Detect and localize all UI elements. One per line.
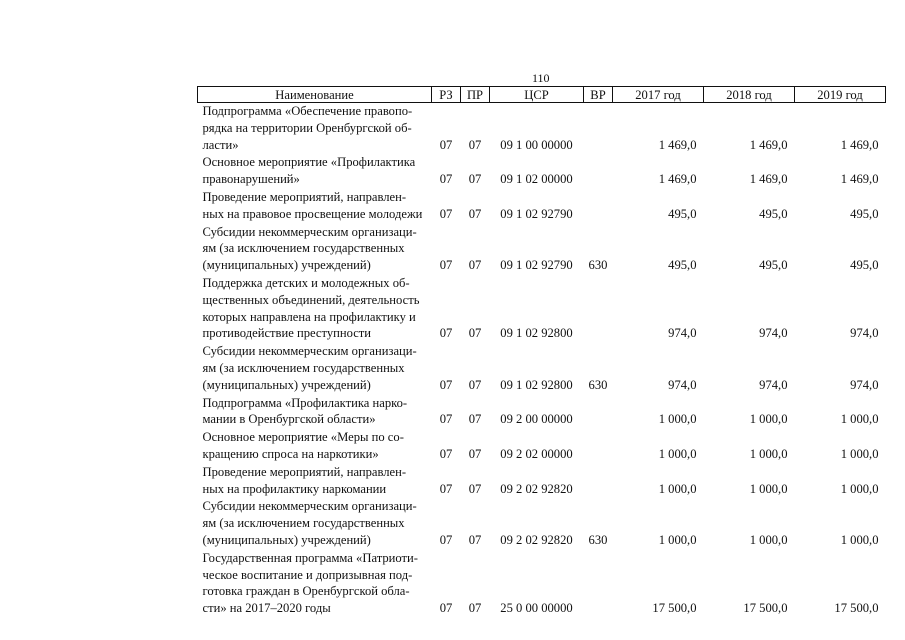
- header-name: Наименование: [198, 87, 432, 103]
- row-pr: 07: [468, 481, 482, 496]
- row-name: Подпрограмма «Обеспечение правопо- рядка на территории Оренбургской об- ласти»: [202, 104, 413, 152]
- row-pr: 07: [468, 206, 482, 221]
- row-name: Основное мероприятие «Меры по со- кращению спроса на наркотики»: [202, 430, 404, 461]
- header-2017: 2017 год: [613, 87, 704, 103]
- row-2018: 17 500,0: [743, 601, 788, 616]
- row-2017: 1 000,0: [658, 412, 697, 427]
- header-vr: ВР: [584, 87, 613, 103]
- row-name: Государственная программа «Патриоти- ческое воспитание и допризывная под- готовка граждан в Оренбургской обла- сти» на 2017–2020 годы: [202, 550, 418, 616]
- row-csr: 25 0 00 00000: [500, 601, 573, 616]
- row-2019: 974,0: [850, 326, 879, 341]
- row-2017: 17 500,0: [652, 601, 697, 616]
- header-2019: 2019 год: [795, 87, 886, 103]
- row-pr: 07: [468, 137, 482, 152]
- row-2018: 1 000,0: [749, 532, 788, 547]
- row-name: Субсидии некоммерческим организаци- ям (за исключением государственных (муниципальных) учреждений): [202, 499, 417, 547]
- row-csr: 09 1 02 92800: [500, 377, 573, 392]
- row-pr: 07: [468, 258, 482, 273]
- row-vr: 630: [588, 258, 608, 273]
- row-name: Субсидии некоммерческим организаци- ям (за исключением государственных (муниципальных) учреждений): [202, 344, 417, 392]
- row-csr: 09 1 02 00000: [500, 172, 573, 187]
- row-2017: 1 000,0: [658, 481, 697, 496]
- table-row: [198, 224, 886, 275]
- budget-table: [197, 86, 886, 618]
- table-row: [198, 154, 886, 189]
- row-name: Поддержка детских и молодежных об- щественных объединений, деятельность которых направлена на профилактику и противодействие преступности: [202, 275, 420, 341]
- row-rz: 07: [439, 137, 453, 152]
- row-rz: 07: [439, 377, 453, 392]
- header-2018: 2018 год: [704, 87, 795, 103]
- row-csr: 09 2 02 92820: [500, 481, 573, 496]
- row-rz: 07: [439, 412, 453, 427]
- header-csr: ЦСР: [490, 87, 584, 103]
- row-pr: 07: [468, 601, 482, 616]
- row-2018: 974,0: [759, 326, 788, 341]
- table-row: [198, 395, 886, 430]
- row-2018: 1 469,0: [749, 137, 788, 152]
- row-pr: 07: [468, 326, 482, 341]
- row-2018: 1 000,0: [749, 446, 788, 461]
- table-row: [198, 275, 886, 343]
- row-pr: 07: [468, 377, 482, 392]
- row-pr: 07: [468, 532, 482, 547]
- table-header-row: [198, 87, 886, 103]
- row-2017: 1 469,0: [658, 137, 697, 152]
- row-name: Проведение мероприятий, направлен- ных на профилактику наркомании: [202, 464, 407, 496]
- row-2019: 1 000,0: [840, 532, 879, 547]
- row-vr: 630: [588, 377, 608, 392]
- row-2017: 1 000,0: [658, 446, 697, 461]
- row-csr: 09 2 02 00000: [500, 446, 573, 461]
- row-csr: 09 1 02 92790: [500, 258, 573, 273]
- table-row: [198, 189, 886, 224]
- row-2019: 495,0: [850, 258, 879, 273]
- row-2019: 1 000,0: [840, 481, 879, 496]
- row-pr: 07: [468, 172, 482, 187]
- row-2018: 1 000,0: [749, 412, 788, 427]
- row-rz: 07: [439, 258, 453, 273]
- row-2019: 17 500,0: [834, 601, 879, 616]
- row-rz: 07: [439, 601, 453, 616]
- row-csr: 09 1 02 92800: [500, 326, 573, 341]
- row-2018: 1 000,0: [749, 481, 788, 496]
- row-2019: 974,0: [850, 377, 879, 392]
- row-csr: 09 2 02 92820: [500, 532, 573, 547]
- row-vr: [584, 103, 613, 155]
- row-2017: 1 000,0: [658, 532, 697, 547]
- row-2019: 1 000,0: [840, 412, 879, 427]
- page-number: 110: [532, 71, 550, 85]
- row-2017: 974,0: [668, 377, 697, 392]
- row-csr: 09 1 00 00000: [500, 137, 573, 152]
- table-row: [198, 429, 886, 464]
- row-pr: 07: [468, 412, 482, 427]
- table-row: [198, 464, 886, 499]
- row-2019: 1 469,0: [840, 137, 879, 152]
- row-vr: [584, 395, 613, 430]
- row-2019: 1 469,0: [840, 172, 879, 187]
- row-rz: 07: [439, 206, 453, 221]
- row-vr: [584, 550, 613, 618]
- row-vr: [584, 464, 613, 499]
- row-csr: 09 2 00 00000: [500, 412, 573, 427]
- row-rz: 07: [439, 481, 453, 496]
- row-2018: 495,0: [759, 258, 788, 273]
- row-2017: 495,0: [668, 206, 697, 221]
- row-vr: [584, 189, 613, 224]
- row-name: Субсидии некоммерческим организаци- ям (за исключением государственных (муниципальных) учреждений): [202, 224, 417, 273]
- row-2017: 495,0: [668, 258, 697, 273]
- row-csr: 09 1 02 92790: [500, 206, 573, 221]
- row-2018: 495,0: [759, 206, 788, 221]
- row-vr: [584, 275, 613, 343]
- table-row: [198, 343, 886, 394]
- row-2018: 974,0: [759, 377, 788, 392]
- table-row: [198, 550, 886, 618]
- row-vr: [584, 429, 613, 464]
- table-row: [198, 498, 886, 549]
- row-2017: 1 469,0: [658, 172, 697, 187]
- header-pr: ПР: [461, 87, 490, 103]
- row-rz: 07: [439, 446, 453, 461]
- row-2018: 1 469,0: [749, 172, 788, 187]
- table-body: [198, 103, 886, 618]
- row-name: Основное мероприятие «Профилактика правонарушений»: [202, 155, 416, 187]
- row-vr: 630: [588, 532, 608, 547]
- row-vr: [584, 154, 613, 189]
- row-2019: 1 000,0: [840, 446, 879, 461]
- row-name: Проведение мероприятий, направлен- ных на правовое просвещение молодежи: [202, 189, 423, 221]
- row-rz: 07: [439, 172, 453, 187]
- row-rz: 07: [439, 326, 453, 341]
- header-rz: РЗ: [432, 87, 461, 103]
- row-name: Подпрограмма «Профилактика нарко- мании в Оренбургской области»: [202, 395, 408, 427]
- row-2019: 495,0: [850, 206, 879, 221]
- row-rz: 07: [439, 532, 453, 547]
- table-row: [198, 103, 886, 155]
- row-2017: 974,0: [668, 326, 697, 341]
- row-pr: 07: [468, 446, 482, 461]
